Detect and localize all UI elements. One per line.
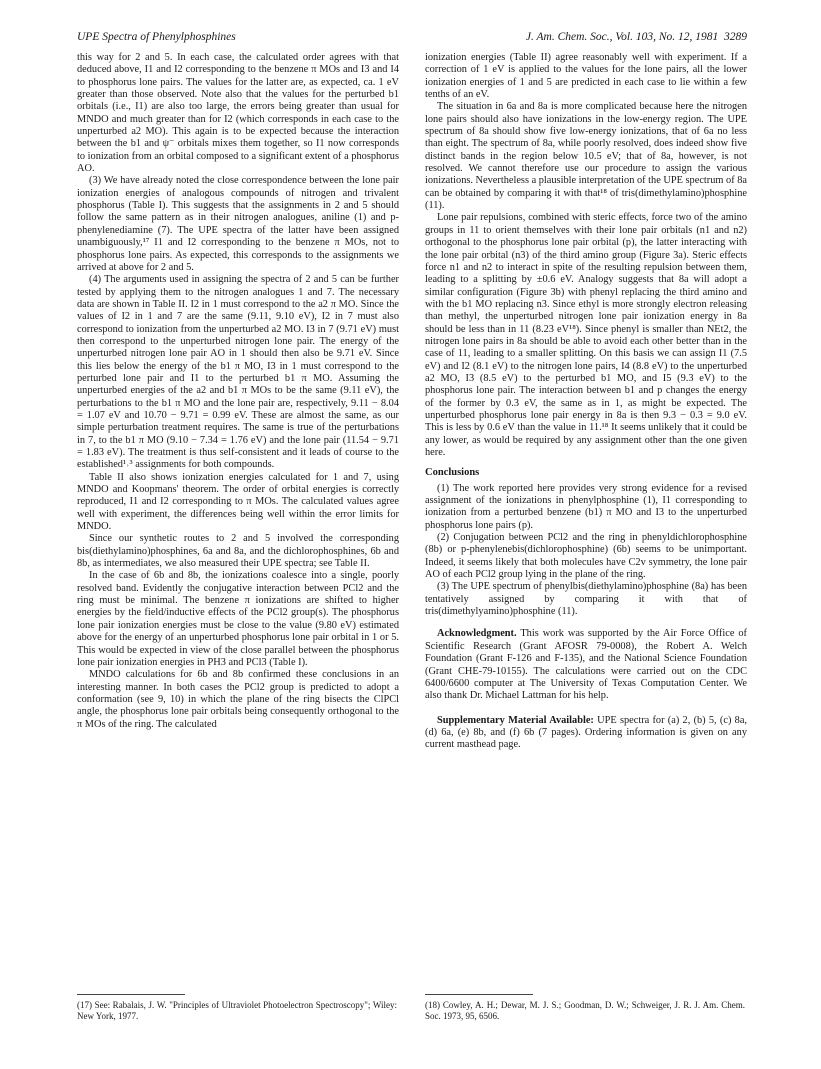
body-paragraph: Table II also shows ionization energies calculated for 1 and 7, using MNDO and Koopmans' theorem. The order of orbital energies is correctly reproduced, I1 and I2 corresponding to π MOs. The calculated values agree well with experiment, the differences being well within the error limits for MNDO. — [77, 471, 399, 533]
footnote-17: (17) See: Rabalais, J. W. "Principles of Ultraviolet Photoelectron Spectroscopy"; Wiley: New York, 1977. — [77, 1000, 397, 1021]
conclusions-heading: Conclusions — [425, 467, 480, 479]
acknowledgment-label: Acknowledgment. — [437, 628, 517, 640]
footnote-divider — [77, 994, 185, 995]
right-column — [425, 52, 747, 752]
body-paragraph: Lone pair repulsions, combined with steric effects, force two of the amino groups in 11 to orient themselves with their lone pair orbitals (n1 and n2) orthogonal to the phosphorus lone pair orbital (p), the latter interacting with the lone pair orbital (n3) of the third amino group (Figure 3a). Steric effects force n1 and n2 to interact in spite of the resulting repulsion between them, leading to a splitting by ±0.6 eV. Analogy suggests that 8a will adopt a similar configuration (Figure 3b) with phenyl replacing the third amino and with the b1 MO replacing n3. Since ethyl is more strongly electron releasing than methyl, the unperturbed nitrogen lone pair ionization energy in 8a should be less than in 11 (8.23 eV¹⁸). Since phenyl is smaller than NEt2, the nitrogen lone pairs in 8a should be able to avoid each other better than in the case of 11, leading to a smaller splitting. On this basis we can assign I1 (7.5 eV) and I2 (8.1 eV) to the nitrogen lone pairs, I4 (8.8 eV) to the unperturbed a2 MO, I3 (8.5 eV) to the perturbed b1 MO, and I5 (9.3 eV) to the phosphorus lone pair. The interaction between b1 and p changes the energy of the former by 0.3 eV, the same as in 1, as might be expected. The unperturbed phosphorus lone pair energy in 8a is then 9.3 − 0.3 = 9.0 eV. This is less by 0.6 eV than the value in 11.¹⁸ It seems unlikely that it could be any lower, as would be required by any assignment other than the one given here. — [425, 212, 747, 458]
body-paragraph: (4) The arguments used in assigning the spectra of 2 and 5 can be further tested by applying them to the nitrogen analogues 1 and 7. The necessary data are shown in Table II. I2 in 1 must correspond to the a2 π MO. Since the values of I2 in 1 and 7 are the same (9.11, 9.10 eV), I2 in 7 must also correspond to ionization from the unperturbed a2 MO. I3 in 7 (9.71 eV) must then correspond to the unperturbed nitrogen lone pair. The energy of the unperturbed nitrogen lone pair AO in 1 should then also be 9.71 eV. Since this lies below the energy of the b1 π MO, I3 in 1 must correspond to the perturbed lone pair and I1 to the perturbed b1 π MO. Assuming the unperturbed energies of the a2 and b1 π MOs to be the same (9.11 eV), the perturbations to the b1 π MO and the lone pair are, respectively, 9.11 − 8.04 = 1.07 eV and 10.70 − 9.71 = 0.99 eV. These are almost the same, as our simple perturbation treatment requires. The same is true of the perturbations in 7, to the b1 π MO (9.10 − 7.34 = 1.76 eV) and the lone pair (11.54 − 9.71 = 1.83 eV). The treatment is thus self-consistent and it leads of course to the established¹˒³ assignments for both compounds. — [77, 274, 399, 471]
body-paragraph: (3) We have already noted the close correspondence between the lone pair ionization energies of analogous compounds of nitrogen and trivalent phosphorus (Table I). This suggests that the assignments in 2 and 5 should follow the same pattern as in their nitrogen analogues, aniline (1) and p-phenylenediamine (7). The UPE spectra of the latter have been assigned unambiguously,¹⁷ I1 and I2 corresponding to the benzene π MOs, not to phosphorus lone pairs. As expected, this corresponds to the assignments we arrived at above for 2 and 5. — [77, 175, 399, 273]
left-column — [77, 52, 399, 731]
acknowledgment — [425, 628, 747, 702]
conclusion-item: (1) The work reported here provides very strong evidence for a revised assignment of the ionizations in phenylphosphine (1), I1 corresponding to ionization from a perturbed benzene (b1) π MO and I3 to the unperturbed phosphorus lone pairs (p). — [425, 482, 747, 531]
body-paragraph: Since our synthetic routes to 2 and 5 involved the corresponding bis(diethylamino)phosphines, 6a and 8a, and the dichlorophosphines, 6b and 8b, as intermediates, we also measured their UPE spectra; see Table II. — [77, 533, 399, 570]
running-header — [77, 31, 747, 47]
journal-info: J. Am. Chem. Soc., Vol. 103, No. 12, 1981 — [525, 31, 719, 43]
body-paragraph: this way for 2 and 5. In each case, the calculated order agrees with that deduced above, I1 and I2 corresponding to the benzene π MOs and I3 and I4 to phosphorus lone pairs. The values for the latter are, as expected, ca. 1 eV greater than those observed. Note also that the values for the perturbed b1 orbitals (i.e., I1) are also too large, the errors being greater than usual for MNDO and much greater than for I2 (which corresponds in each case to the unperturbed a2 MO). This again is to be expected because the interaction between the b1 and ψ⁻ orbitals mixes them together, so I1 now corresponds to ionization from an orbital composed to a significant extent of a phosphorus AO. — [77, 52, 399, 175]
acknowledgment-text: This work was supported by the Air Force Office of Scientific Research (Grant AFOSR 79-0008), the Robert A. Welch Foundation (Grant F-126 and F-135), and the National Science Foundation (Grant CHE-79-10155). The calculations were carried out on the CDC 6400/6600 computer at The University of Texas Computation Center. We also thank Dr. Michael Lattman for his help. — [425, 628, 747, 702]
conclusion-item: (2) Conjugation between PCl2 and the ring in phenyldichlorophosphine (8b) or p-phenylenebis(dichlorophosphine) (6b) seems to be unimportant. Indeed, it seems likely that both molecules have C2v symmetry, the lone pair AO of each PCl2 group lying in the plane of the ring. — [425, 532, 747, 581]
body-paragraph: ionization energies (Table II) agree reasonably well with experiment. If a correction of 1 eV is applied to the values for the lone pairs, all the lower ionization energies of 1 and 5 are predicted in each case to lie within a few tenths of an eV. — [425, 52, 747, 101]
page-number: 3289 — [724, 31, 747, 43]
footnote-divider — [425, 994, 533, 995]
supplementary-text: UPE spectra for (a) 2, (b) 5, (c) 8a, (d) 6a, (e) 8b, and (f) 6b (7 pages). Ordering information is given on any current masthead page. — [425, 714, 747, 751]
body-paragraph: MNDO calculations for 6b and 8b confirmed these conclusions in an interesting manner. In both cases the PCl2 group is predicted to adopt a conformation (see 9, 10) in which the plane of the ring bisects the ClPCl angle, the phosphorus lone pair orbitals being consequently orthogonal to the π MOs of the ring. The calculated — [77, 669, 399, 730]
journal-citation-header — [526, 31, 747, 43]
conclusion-item: (3) The UPE spectrum of phenylbis(diethylamino)phosphine (8a) has been tentatively assigned by comparing it with that of tris(dimethylyamino)phosphine (11). — [425, 581, 747, 618]
running-title: UPE Spectra of Phenylphosphines — [77, 31, 236, 43]
body-paragraph: In the case of 6b and 8b, the ionizations coalesce into a single, poorly resolved band. Evidently the conjugative interaction between PCl2 and the ring must be minimal. The benzene π ionizations are shifted to higher energies by the field/inductive effects of the PCl2 group(s). The phosphorus lone pair ionization energies must be close to the value (9.80 eV) estimated above for the energy of an unperturbed phosphorus lone pair orbital in 1 or 5. This would be expected in view of the close parallel between the phosphorus lone pair ionization energies in PH3 and PCl3 (Table I). — [77, 570, 399, 668]
supplementary-label: Supplementary Material Available: — [437, 714, 594, 726]
footnote-18: (18) Cowley, A. H.; Dewar, M. J. S.; Goodman, D. W.; Schweiger, J. R. J. Am. Chem. Soc. 1973, 95, 6506. — [425, 1000, 745, 1021]
supplementary-material — [425, 715, 747, 752]
body-paragraph: The situation in 6a and 8a is more complicated because here the nitrogen lone pairs should also have ionizations in the low-energy region. The UPE spectrum of 8a should show five low-energy ionizations, that of 6a no less than eight. The spectrum of 8a, while poorly resolved, does indeed show five distinct bands in the region below 10.5 eV; that of 8a, however, is not resolved. We cannot therefore use our procedure to assign the various ionizations. Nevertheless a plausible interpretation of the UPE spectrum of 8a can be obtained by comparing it with that¹⁸ of tris(dimethylamino)phosphine (11). — [425, 101, 747, 212]
